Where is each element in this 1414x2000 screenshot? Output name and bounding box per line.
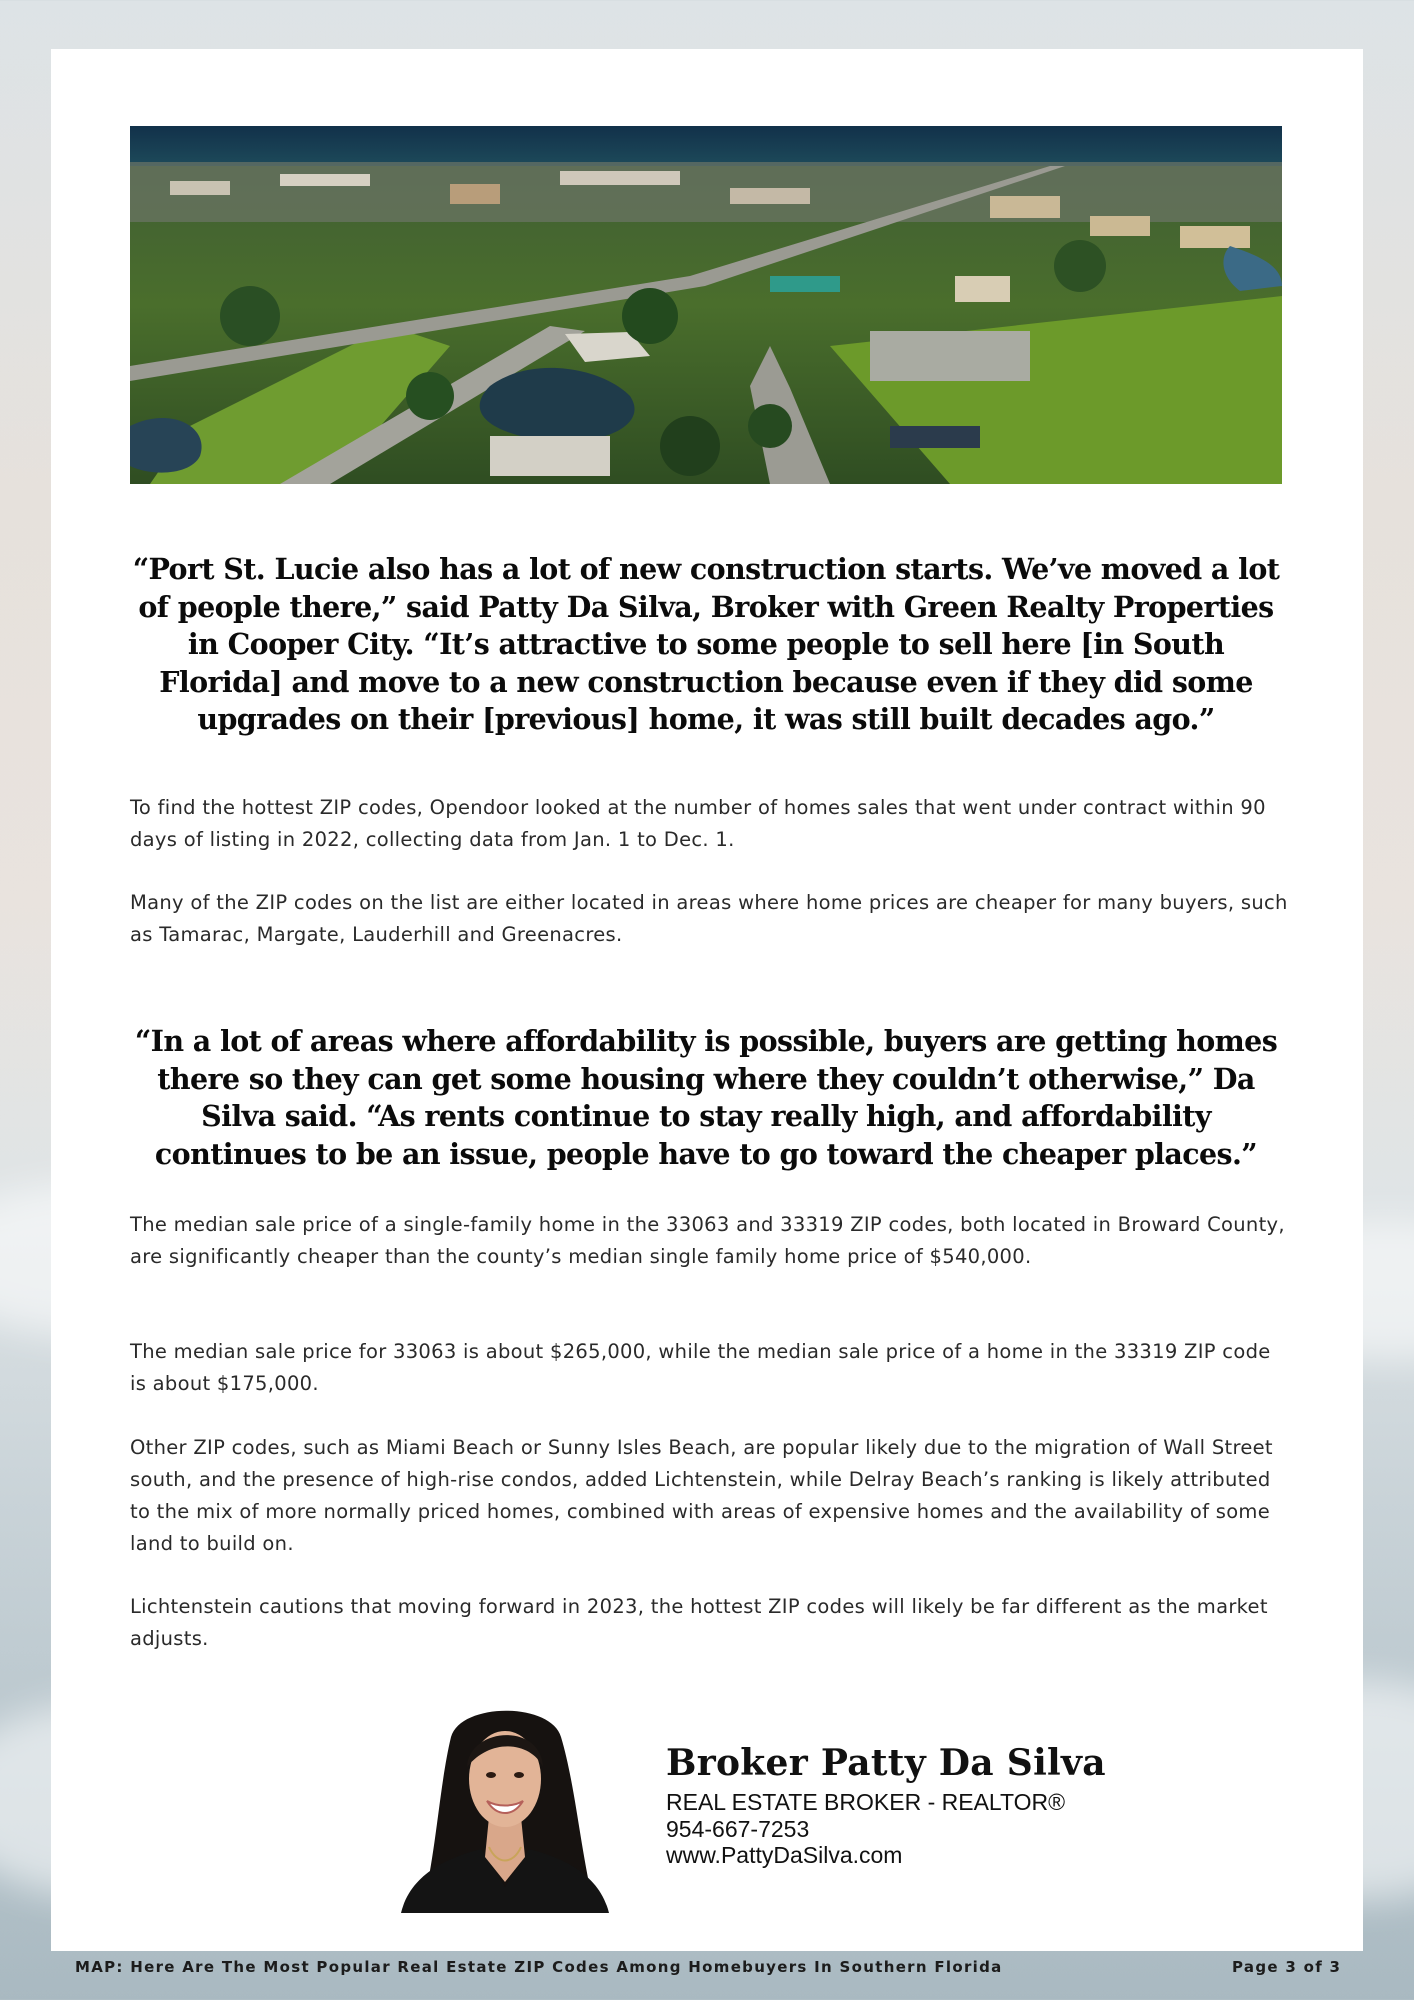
page-number: Page 3 of 3 (1232, 1958, 1342, 1976)
pull-quote-port-st-lucie: “Port St. Lucie also has a lot of new construction starts. We’ve moved a lot of people there,” said Patty Da Silva, Broker with Green Realty Properties in Cooper City. “It’s attractive to some people to sell here [in South Florida] and move to a new construction because even if they did some upgrades on their [previous] home, it was still built decades ago.” (132, 552, 1280, 736)
broker-title: REAL ESTATE BROKER - REALTOR® (666, 1789, 1066, 1815)
paragraph-broward-prices: The median sale price of a single-family home in the 33063 and 33319 ZIP codes, both located in Broward County, are significantly cheaper than the county’s median single family home price of $540,000. (130, 1213, 1285, 1268)
paragraph-2023-outlook: Lichtenstein cautions that moving forward in 2023, the hottest ZIP codes will likely be far different as the market adjusts. (130, 1595, 1268, 1650)
paragraph-cheaper-areas: Many of the ZIP codes on the list are either located in areas where home prices are cheaper for many buyers, such as Tamarac, Margate, Lauderhill and Greenacres. (130, 891, 1288, 946)
document-page (51, 49, 1363, 1951)
aerial-photo-illustration (130, 126, 1282, 484)
pull-quote-affordability: “In a lot of areas where affordability is possible, buyers are getting homes there so they can get some housing where they couldn’t otherwise,” Da Silva said. “As rents continue to stay really high, and affordability continues to be an issue, people have to go toward the cheaper places.” (134, 1024, 1278, 1171)
broker-portrait (381, 1697, 629, 1913)
paragraph-other-zip-codes: Other ZIP codes, such as Miami Beach or Sunny Isles Beach, are popular likely due to the migration of Wall Street south, and the presence of high-rise condos, added Lichtenstein, while Delray Beach’s ranking is likely attributed to the mix of more normally priced homes, combined with areas of expensive homes and the availability of some land to build on. (130, 1436, 1273, 1555)
paragraph-median-prices: The median sale price for 33063 is about $265,000, while the median sale price of a home in the 33319 ZIP code is about $175,000. (130, 1340, 1271, 1395)
broker-portrait-illustration (381, 1697, 629, 1913)
aerial-photo (130, 126, 1282, 484)
broker-phone[interactable]: 954-667-7253 (666, 1816, 810, 1842)
footer-title: MAP: Here Are The Most Popular Real Estate ZIP Codes Among Homebuyers In Southern Florida (75, 1958, 1003, 1976)
broker-name: Broker Patty Da Silva (666, 1742, 1106, 1784)
paragraph-opendoor-data: To find the hottest ZIP codes, Opendoor looked at the number of homes sales that went under contract within 90 days of listing in 2022, collecting data from Jan. 1 to Dec. 1. (130, 796, 1266, 851)
broker-website[interactable]: www.PattyDaSilva.com (666, 1842, 903, 1868)
